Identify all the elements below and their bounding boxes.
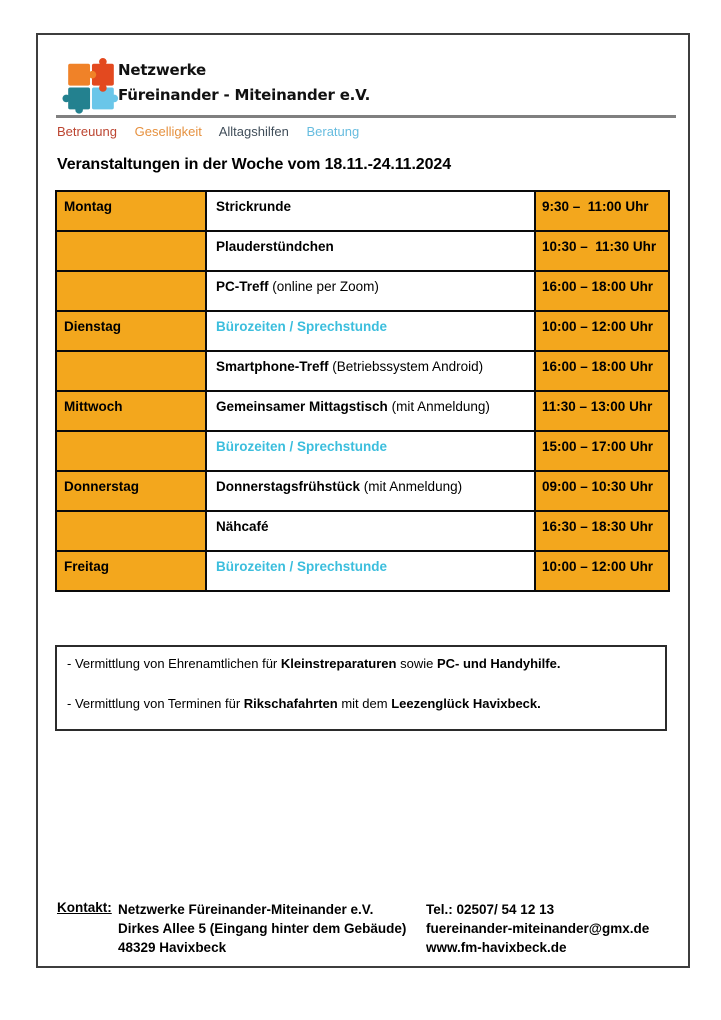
- event-note: (mit Anmeldung): [391, 399, 490, 414]
- logo: [62, 56, 120, 118]
- time-cell: 10:30 – 11:30 Uhr: [535, 231, 669, 271]
- event-title: PC-Treff: [216, 279, 269, 294]
- event-title: Strickrunde: [216, 199, 292, 214]
- org-title-line1: Netzwerke: [118, 61, 207, 79]
- service-text: Kleinstreparaturen: [280, 656, 397, 671]
- day-cell: Freitag: [56, 551, 206, 591]
- schedule-row: [56, 511, 669, 551]
- day-cell: [56, 271, 206, 311]
- event-cell: [206, 511, 535, 551]
- time-cell: 10:00 – 12:00 Uhr: [535, 551, 669, 591]
- event-cell: [206, 431, 535, 471]
- schedule-row: [56, 311, 669, 351]
- category-betreuung: Betreuung: [57, 124, 117, 139]
- time-cell: 9:30 – 11:00 Uhr: [535, 191, 669, 231]
- service-text: - Vermittlung von Terminen für: [67, 696, 244, 711]
- contact-label: Kontakt:: [57, 900, 112, 915]
- event-cell: [206, 551, 535, 591]
- event-note: (Betriebssystem Android): [332, 359, 484, 374]
- schedule-row: [56, 351, 669, 391]
- event-note: (online per Zoom): [272, 279, 379, 294]
- contact-org: Netzwerke Füreinander-Miteinander e.V.: [118, 902, 374, 917]
- time-cell: 11:30 – 13:00 Uhr: [535, 391, 669, 431]
- schedule-row: [56, 471, 669, 511]
- contact-address: [118, 900, 406, 957]
- category-list: [57, 124, 373, 139]
- schedule-row: [56, 431, 669, 471]
- day-cell: [56, 231, 206, 271]
- day-cell: Montag: [56, 191, 206, 231]
- day-cell: [56, 351, 206, 391]
- service-line: [67, 656, 655, 672]
- service-text: - Vermittlung von Ehrenamtlichen für: [67, 656, 281, 671]
- contact-address-line2: 48329 Havixbeck: [118, 940, 227, 955]
- service-text: Rikschafahrten: [243, 696, 338, 711]
- contact-email: fuereinander-miteinander@gmx.de: [426, 921, 650, 936]
- service-text: PC- und Handyhilfe.: [436, 656, 561, 671]
- day-cell: Mittwoch: [56, 391, 206, 431]
- schedule-row: [56, 391, 669, 431]
- org-title: [118, 58, 370, 108]
- header-divider: [56, 115, 676, 118]
- schedule-row: [56, 231, 669, 271]
- time-cell: 10:00 – 12:00 Uhr: [535, 311, 669, 351]
- contact-phone: Tel.: 02507/ 54 12 13: [426, 902, 555, 917]
- contact-address-line1: Dirkes Allee 5 (Eingang hinter dem Gebäude): [118, 921, 407, 936]
- event-cell: [206, 391, 535, 431]
- day-cell: Dienstag: [56, 311, 206, 351]
- event-title: Donnerstagsfrühstück: [216, 479, 361, 494]
- time-cell: 09:00 – 10:30 Uhr: [535, 471, 669, 511]
- org-title-line2: Füreinander - Miteinander e.V.: [118, 86, 371, 104]
- category-alltagshilfen: Alltagshilfen: [218, 124, 289, 139]
- event-cell: [206, 351, 535, 391]
- time-cell: 15:00 – 17:00 Uhr: [535, 431, 669, 471]
- service-text: mit dem: [337, 696, 392, 711]
- event-title: Bürozeiten / Sprechstunde: [216, 319, 388, 334]
- contact-website: www.fm-havixbeck.de: [426, 940, 567, 955]
- week-heading: Veranstaltungen in der Woche vom 18.11.-24.11.2024: [57, 156, 452, 173]
- day-cell: Donnerstag: [56, 471, 206, 511]
- time-cell: 16:00 – 18:00 Uhr: [535, 271, 669, 311]
- event-title: Plauderstündchen: [216, 239, 334, 254]
- services-box: [55, 645, 667, 731]
- service-text: sowie: [396, 656, 437, 671]
- category-geselligkeit: Geselligkeit: [134, 124, 202, 139]
- event-cell: [206, 191, 535, 231]
- puzzle-icon: [62, 56, 120, 118]
- schedule-table: [55, 190, 670, 592]
- service-text: Leezenglück Havixbeck.: [391, 696, 541, 711]
- event-title: Bürozeiten / Sprechstunde: [216, 559, 388, 574]
- event-cell: [206, 471, 535, 511]
- service-line: [67, 696, 655, 712]
- event-title: Nähcafé: [216, 519, 269, 534]
- event-note: (mit Anmeldung): [363, 479, 463, 494]
- event-title: Gemeinsamer Mittagstisch: [216, 399, 388, 414]
- event-title: Smartphone-Treff: [216, 359, 329, 374]
- day-cell: [56, 431, 206, 471]
- schedule-row: [56, 191, 669, 231]
- time-cell: 16:30 – 18:30 Uhr: [535, 511, 669, 551]
- schedule-row: [56, 551, 669, 591]
- time-cell: 16:00 – 18:00 Uhr: [535, 351, 669, 391]
- category-beratung: Beratung: [306, 124, 360, 139]
- day-cell: [56, 511, 206, 551]
- event-title: Bürozeiten / Sprechstunde: [216, 439, 388, 454]
- event-cell: [206, 231, 535, 271]
- event-cell: [206, 271, 535, 311]
- contact-details: [426, 900, 649, 957]
- schedule-row: [56, 271, 669, 311]
- event-cell: [206, 311, 535, 351]
